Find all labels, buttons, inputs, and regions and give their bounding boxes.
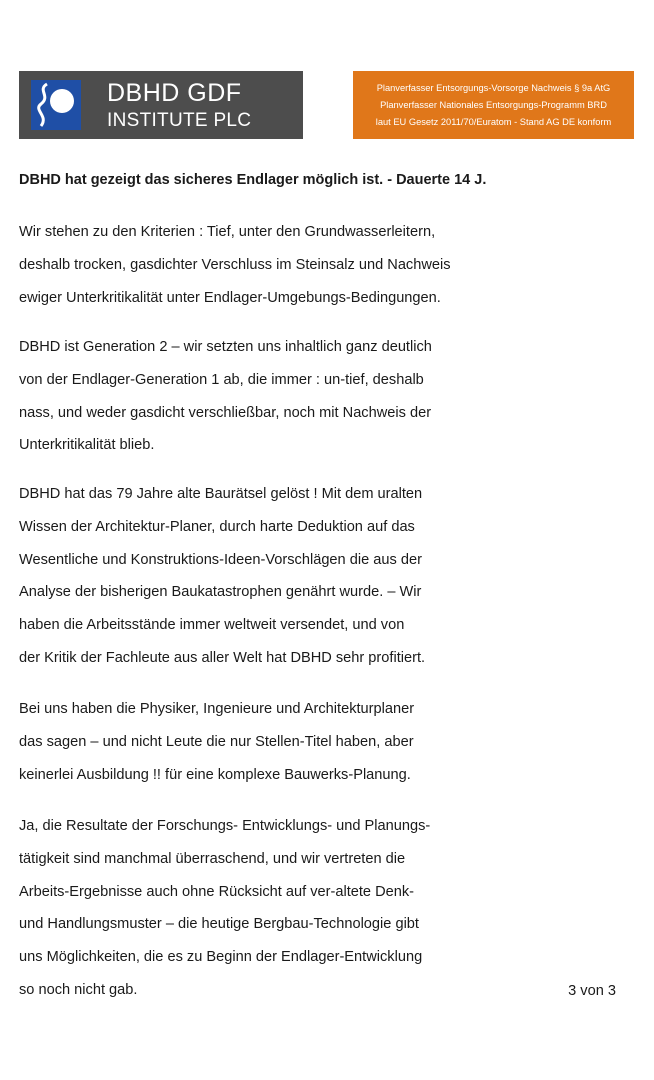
banner-line: Planverfasser Nationales Entsorgungs-Programm BRD	[380, 100, 607, 110]
text-line: Wesentliche und Konstruktions-Ideen-Vorschlägen die aus der	[19, 551, 422, 568]
text-line: DBHD ist Generation 2 – wir setzten uns inhaltlich ganz deutlich	[19, 339, 432, 355]
text-line: deshalb trocken, gasdichter Verschluss im Steinsalz und Nachweis	[19, 256, 451, 273]
banner-line: laut EU Gesetz 2011/70/Euratom - Stand AG DE konform	[375, 117, 612, 127]
text-line: DBHD hat das 79 Jahre alte Baurätsel gelöst ! Mit dem uralten	[19, 486, 423, 502]
text-line: Arbeits-Ergebnisse auch ohne Rücksicht auf ver-altete Denk-	[19, 883, 415, 900]
paragraph	[19, 216, 619, 314]
text-line: uns Möglichkeiten, die es zu Beginn der Endlager-Entwicklung	[19, 949, 423, 966]
text-line: Ja, die Resultate der Forschungs- Entwicklungs- und Planungs-	[19, 818, 431, 834]
text-line: der Kritik der Fachleute aus aller Welt hat DBHD sehr profitiert.	[19, 649, 426, 666]
certification-banner	[353, 71, 634, 139]
text-line: und Handlungsmuster – die heutige Bergbau-Technologie gibt	[19, 916, 419, 933]
text-line: Unterkritikalität blieb.	[19, 437, 155, 454]
text-line: tätigkeit sind manchmal überraschend, und wir vertreten die	[19, 850, 406, 867]
text-line: Wissen der Architektur-Planer, durch harte Deduktion auf das	[19, 518, 415, 535]
page-number: 3 von 3	[568, 983, 616, 999]
logo-title: DBHD GDF	[107, 79, 242, 107]
text-line: Bei uns haben die Physiker, Ingenieure und Architekturplaner	[19, 701, 415, 717]
text-line: Analyse der bisherigen Baukatastrophen genährt wurde. – Wir	[19, 584, 422, 601]
text-line: das sagen – und nicht Leute die nur Stellen-Titel haben, aber	[19, 733, 414, 750]
logo-subtitle: INSTITUTE PLC	[107, 110, 252, 131]
paragraph	[19, 478, 619, 675]
text-line: keinerlei Ausbildung !! für eine komplexe Bauwerks-Planung.	[19, 766, 411, 783]
text-line: ewiger Unterkritikalität unter Endlager-Umgebungs-Bedingungen.	[19, 289, 441, 306]
paragraph	[19, 693, 619, 791]
dbhd-logo	[19, 71, 303, 139]
paragraph	[19, 810, 619, 1007]
text-line: so noch nicht gab.	[19, 981, 138, 998]
text-line: Wir stehen zu den Kriterien : Tief, unter den Grundwasserleitern,	[19, 224, 436, 240]
page-headline: DBHD hat gezeigt das sicheres Endlager möglich ist. - Dauerte 14 J.	[19, 172, 487, 188]
logo-emblem-icon	[31, 80, 81, 130]
paragraph	[19, 331, 619, 462]
banner-line: Planverfasser Entsorgungs-Vorsorge Nachweis § 9a AtG	[376, 83, 611, 93]
text-line: nass, und weder gasdicht verschließbar, noch mit Nachweis der	[19, 404, 432, 421]
text-line: haben die Arbeitsstände immer weltweit versendet, und von	[19, 617, 405, 634]
text-line: von der Endlager-Generation 1 ab, die immer : un-tief, deshalb	[19, 371, 424, 388]
